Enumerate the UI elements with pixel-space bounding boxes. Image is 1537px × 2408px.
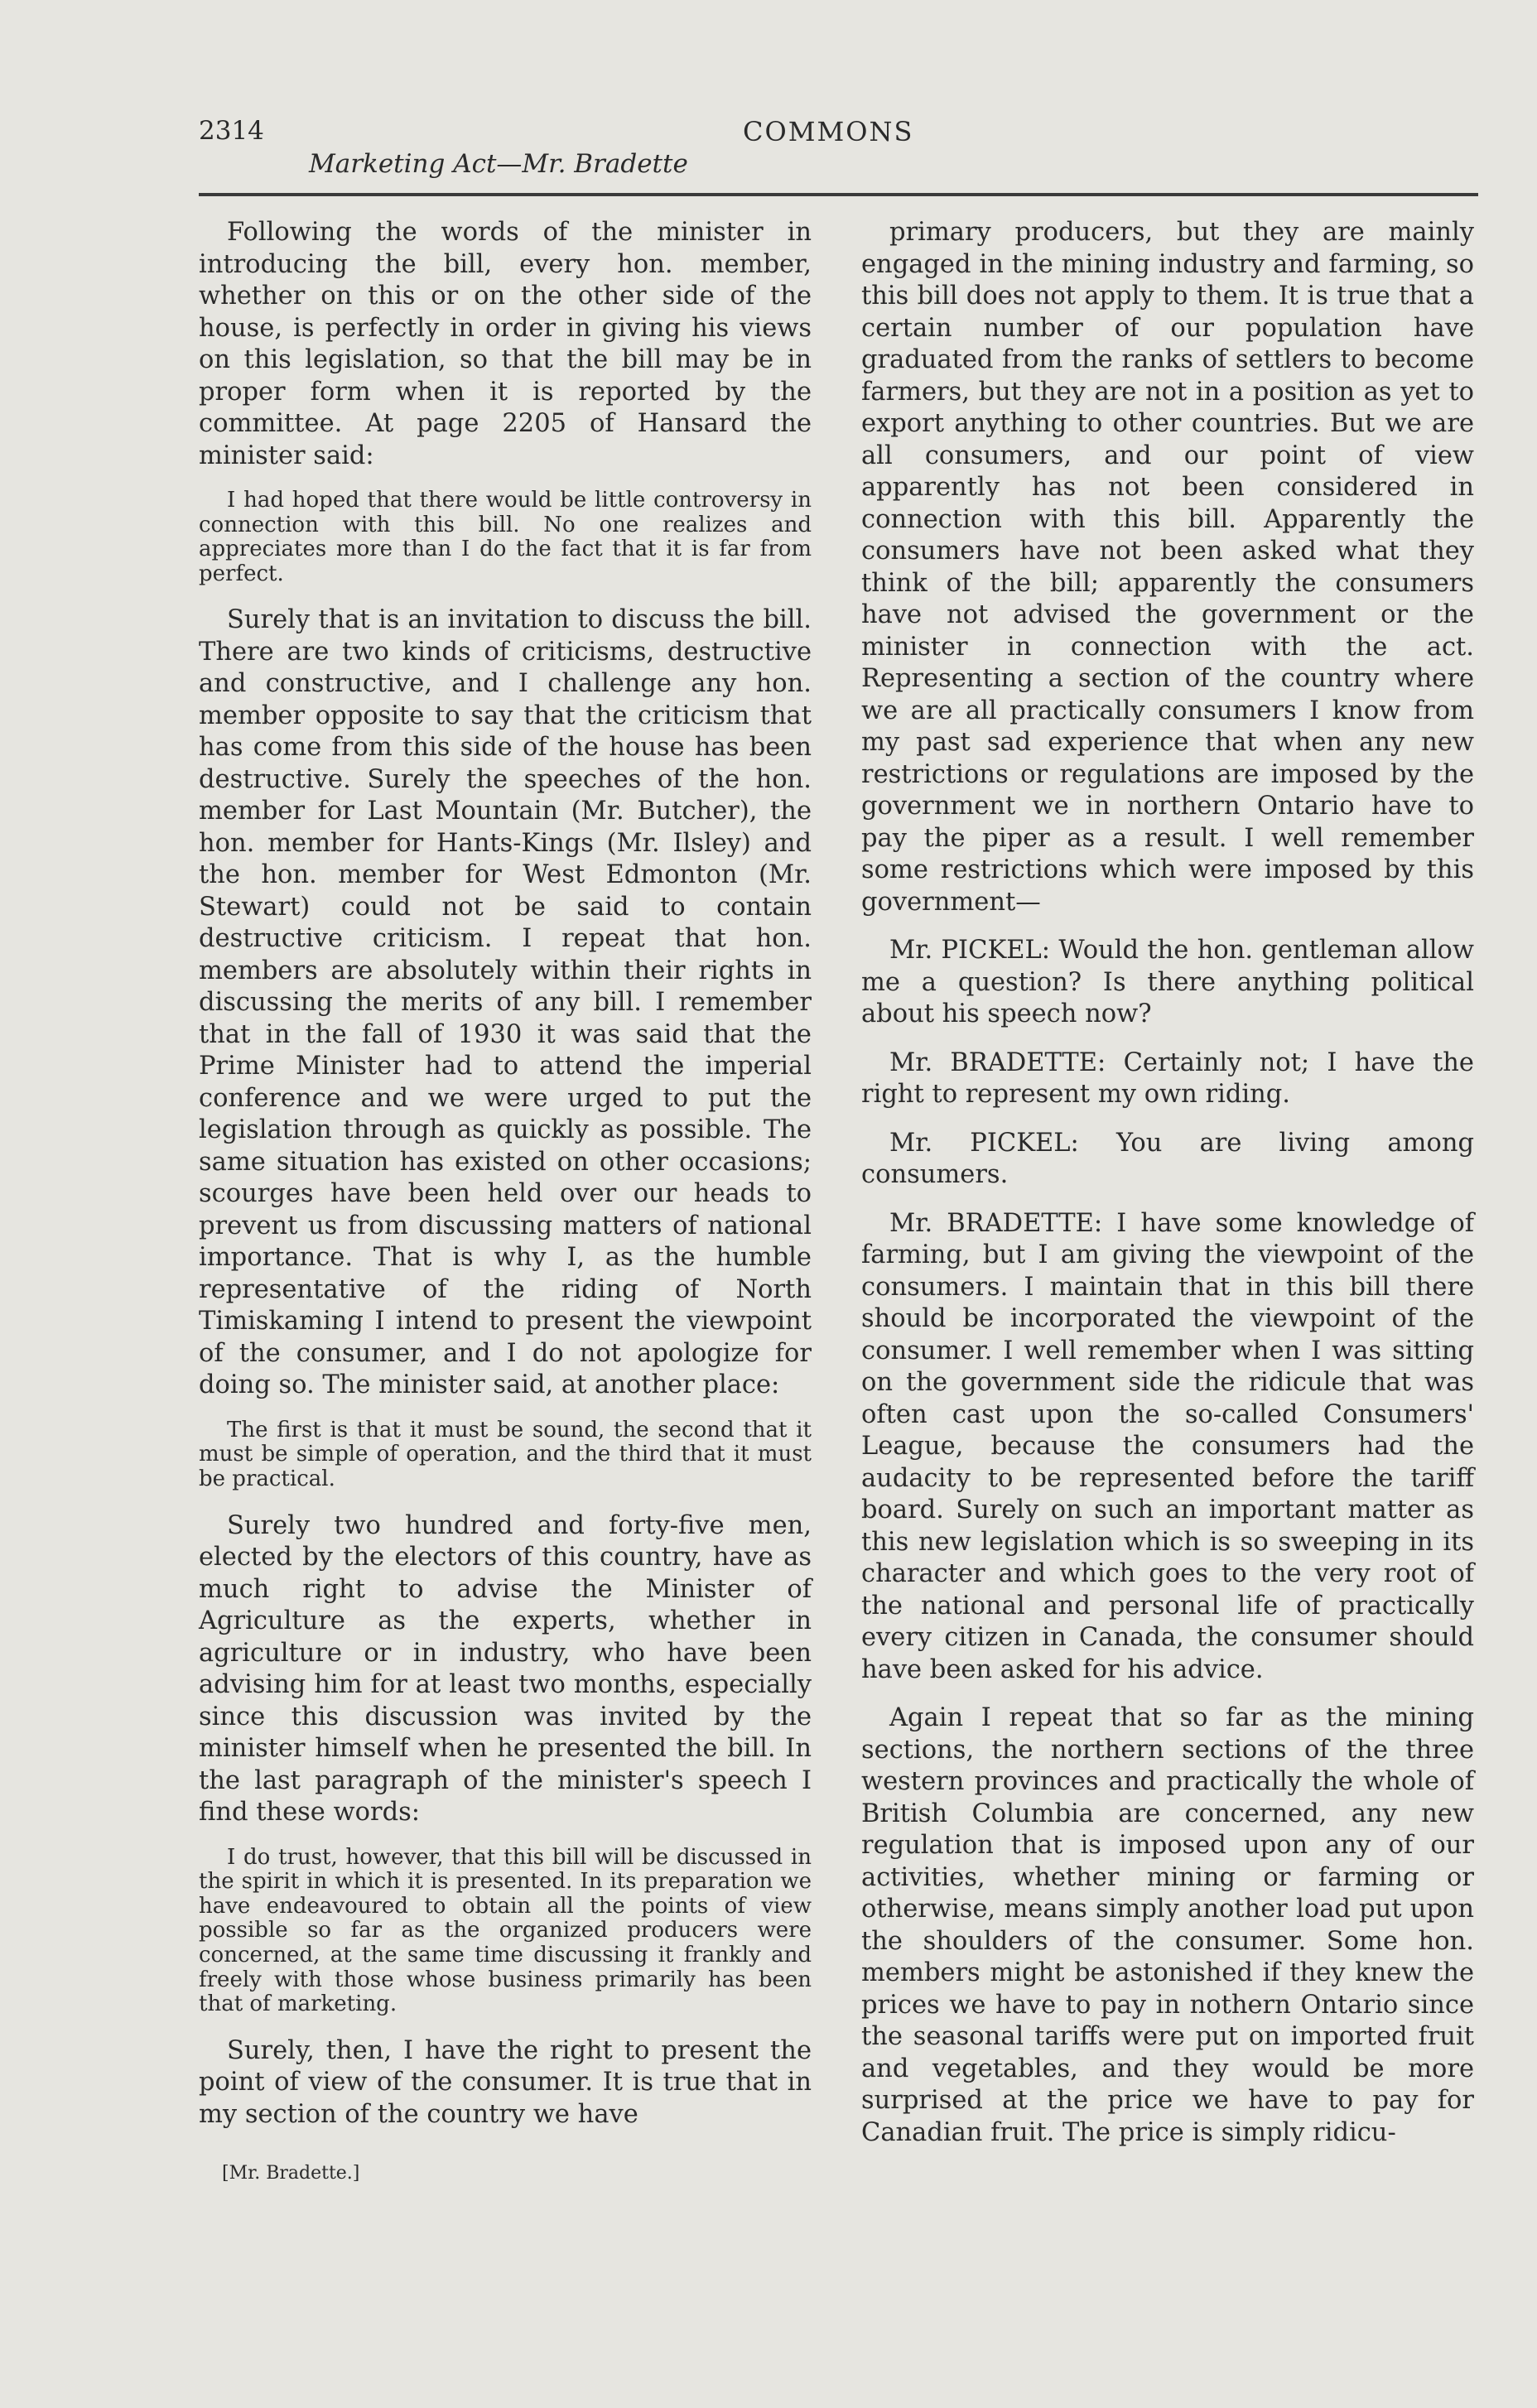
paragraph: Again I repeat that so far as the mining sections, the northern sections of the three western provinces and practically the whole of British Columbia are concerned, any new regulation that is imposed upon any of our activities, whether mining or farming or otherwise, means simply another load put upon the shoulders of the consumer. Some hon. members might be astonished if they knew the prices we have to pay in nothern Ontario since the seasonal tariffs were put on imported fruit and vegetables, and they would be more surprised at the price we have to pay for Canadian fruit. The price is simply ridicu- — [861, 1703, 1474, 2147]
running-subtitle: Marketing Act—Mr. Bradette — [309, 149, 688, 179]
speaker-footnote: [Mr. Bradette.] — [222, 2163, 360, 2184]
paragraph: Mr. BRADETTE: I have some knowledge of farming, but I am giving the viewpoint of the consumers. I maintain that in this bill there should be incorporated the viewpoint of the consumer. I well remember when I was sitting on the government side the ridicule that was often cast upon the so-called Consumers' League, because the consumers had the audacity to be represented before the tariff board. Surely on such an important matter as this new legislation which is so sweeping in its character and which goes to the very root of the national and personal life of practically every citizen in Canada, the consumer should have been asked for his advice. — [861, 1208, 1474, 1684]
paragraph: Mr. PICKEL: Would the hon. gentleman allow me a question? Is there anything political about his speech now? — [861, 936, 1474, 1028]
paragraph: Surely two hundred and forty-five men, elected by the electors of this country, have as much right to advise the Minister of Agriculture as the experts, whether in agriculture or in industry, who have been advising him for at least two months, especially since this discussion was invited by the minister himself when he presented the bill. In the last paragraph of the minister's speech I find these words: — [199, 1510, 812, 1828]
quotation: The first is that it must be sound, the second that it must be simple of operation, and the third that it must be practical. — [199, 1417, 812, 1492]
header-rule — [199, 193, 1478, 196]
quotation: I had hoped that there would be little controversy in connection with this bill. No one realizes and appreciates more than I do the fact that it is far from perfect. — [199, 488, 812, 586]
paragraph: Mr. BRADETTE: Certainly not; I have the right to represent my own riding. — [861, 1047, 1474, 1109]
right-column — [861, 217, 1474, 2165]
left-column — [199, 217, 812, 2147]
page-number: 2314 — [199, 116, 264, 146]
paragraph: primary producers, but they are mainly engaged in the mining industry and farming, so this bill does not apply to them. It is true that a certain number of our population have graduated from the ranks of settlers to become farmers, but they are not in a position as yet to export anything to other countries. But we are all consumers, and our point of view apparently has not been considered in connection with this bill. Apparently the consumers have not been asked what they think of the bill; apparently the consumers have not advised the government or the minister in connection with the act. Representing a section of the country where we are all practically consumers I know from my past sad experience that when any new restrictions or regulations are imposed by the government we in northern Ontario have to pay the piper as a result. I well remember some restrictions which were imposed by this government— — [861, 218, 1474, 917]
paragraph: Surely that is an invitation to discuss the bill. There are two kinds of criticisms, destructive and constructive, and I challenge any hon. member opposite to say that the criticism that has come from this side of the house has been destructive. Surely the speeches of the hon. member for Last Mountain (Mr. Butcher), the hon. member for Hants-Kings (Mr. Ilsley) and the hon. member for West Edmonton (Mr. Stewart) could not be said to contain destructive criticism. I repeat that hon. members are absolutely within their rights in discussing the merits of any bill. I remember that in the fall of 1930 it was said that the Prime Minister had to attend the imperial conference and we were urged to put the legislation through as quickly as possible. The same situation has existed on other occasions; scourges have been held over our heads to prevent us from discussing matters of national importance. That is why I, as the humble representative of the riding of North Timiskaming I intend to present the viewpoint of the consumer, and I do not apologize for doing so. The minister said, at another place: — [199, 605, 812, 1400]
paragraph: Mr. PICKEL: You are living among consumers. — [861, 1128, 1474, 1189]
running-title: COMMONS — [743, 116, 914, 147]
paragraph: Surely, then, I have the right to present the point of view of the consumer. It is true that in my section of the country we have — [199, 2035, 812, 2129]
quotation: I do trust, however, that this bill will be discussed in the spirit in which it is presented. In its preparation we have endeavoured to obtain all the points of view possible so far as the organized producers were concerned, at the same time discussing it frankly and freely with those whose business primarily has been that of marketing. — [199, 1844, 812, 2017]
paragraph: Following the words of the minister in introducing the bill, every hon. member, whether on this or on the other side of the house, is perfectly in order in giving his views on this legislation, so that the bill may be in proper form when it is reported by the committee. At page 2205 of Hansard the minister said: — [199, 218, 812, 470]
